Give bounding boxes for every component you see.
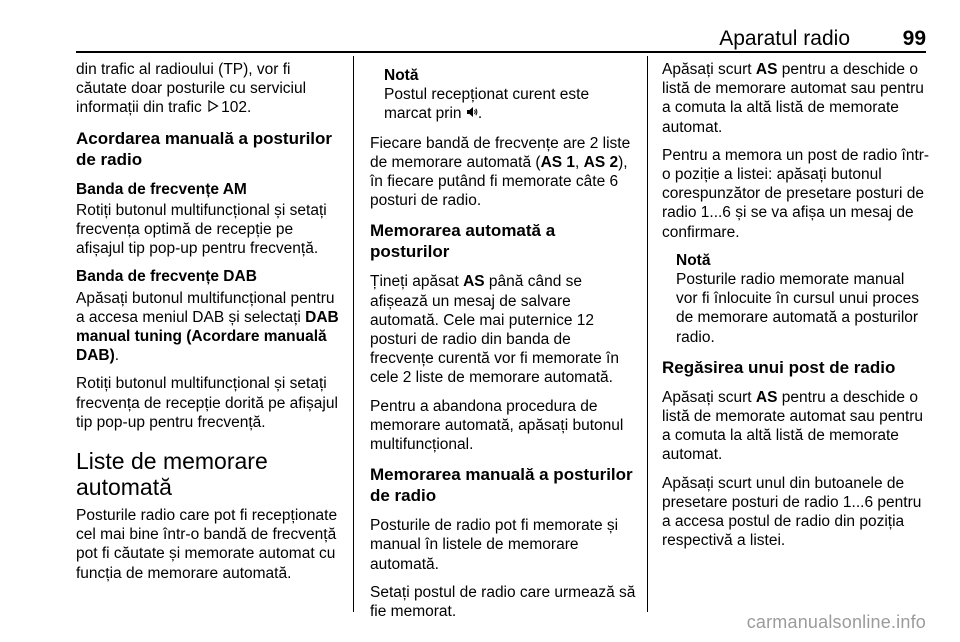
section-heading: Memorarea manuală a posturilor de radio: [370, 465, 633, 506]
header-rule: [76, 51, 926, 53]
paragraph: Rotiți butonul multifuncțional și setați frecvența optimă de recepție pe afișajul tip pop-up pentru frecvență.: [76, 201, 327, 258]
note-text: Posturile radio memorate manual vor fi înlocuite în cursul unui proces de memorare automată a posturilor radio.: [676, 271, 919, 346]
column-2: [370, 60, 636, 630]
paragraph: Pentru a memora un post de radio într-o poziție a listei: apăsați butonul corespunzător de presetare posturi de radio 1...6 și se va afișa un mesaj de confirmare.: [662, 146, 930, 241]
paragraph: Apăsați scurt AS pentru a deschide o listă de memorare automat sau pentru a comuta la altă listă de memorate automat.: [662, 61, 924, 136]
menu-option: DAB manual tuning (Acordare manuală DAB): [76, 308, 339, 365]
column-divider-2: [647, 56, 648, 612]
paragraph: Apăsați butonul multifuncțional pentru a accesa meniul DAB și selectați DAB manual tuning (Acordare manuală DAB).: [76, 289, 339, 365]
section-heading: Memorarea automată a posturilor: [370, 221, 556, 262]
subheading-am: Banda de frecvențe AM: [76, 180, 247, 198]
section-heading: Acordarea manuală a posturilor de radio: [76, 128, 333, 169]
column-divider-1: [353, 56, 354, 612]
paragraph: Pentru a abandona procedura de memorare automată, apăsați butonul multifuncțional.: [370, 397, 624, 454]
button-as2: AS 2: [583, 153, 619, 171]
paragraph: Rotiți butonul multifuncțional și setați frecvența de recepție dorită pe afișajul tip pop-up pentru frecvență.: [76, 375, 338, 431]
page-reference-arrow-icon: [208, 98, 219, 117]
note-title: Notă: [676, 251, 711, 269]
page-reference: 102.: [221, 99, 252, 117]
button-as: AS: [463, 273, 485, 291]
column-3: [662, 60, 930, 559]
button-as: AS: [755, 388, 778, 406]
page-title: Aparatul radio: [719, 27, 850, 50]
subheading-dab: Banda de frecvențe DAB: [76, 268, 257, 286]
paragraph: Posturile de radio pot fi memorate și manual în listele de memorare automată.: [370, 517, 619, 573]
paragraph: Apăsați scurt unul din butoanele de presetare posturi de radio 1...6 pentru a accesa postul de radio din poziția respectivă a listei.: [662, 474, 922, 550]
page-number: 99: [902, 27, 926, 50]
page-header: [0, 0, 960, 56]
paragraph: Posturile radio care pot fi recepționate cel mai bine într-o bandă de frecvență pot fi căutate și memorate automat cu funcția de memorare automată.: [76, 507, 338, 582]
note-box: [384, 66, 636, 124]
note-text: Postul recepționat curent este marcat prin .: [384, 86, 590, 123]
section-heading: Regăsirea unui post de radio: [662, 357, 896, 377]
note-box: [676, 251, 930, 347]
paragraph: Apăsați scurt AS pentru a deschide o listă de memorate automat sau pentru a comuta la altă listă de memorate automat.: [662, 388, 924, 464]
paragraph: Fiecare bandă de frecvențe are 2 liste de memorare automată (AS 1, AS 2), în fiecare putând fi memorate câte 6 posturi de radio.: [370, 134, 631, 210]
paragraph: Țineți apăsat AS până când se afișează un mesaj de salvare automată. Cele mai puternice 12 posturi de radio din banda de frecvențe curentă vor fi memorate în cele 2 liste de memorare automată.: [370, 273, 619, 387]
speaker-icon: [466, 105, 478, 122]
paragraph: din trafic al radioului (TP), vor fi căutate doar posturile cu serviciul informații din trafic 102.: [76, 61, 307, 117]
paragraph: Setați postul de radio care urmează să fie memorat.: [370, 583, 636, 621]
watermark: carmanualsonline.info: [746, 612, 926, 632]
button-as: AS: [755, 61, 778, 78]
button-as1: AS 1: [540, 153, 576, 171]
note-title: Notă: [384, 67, 419, 84]
chapter-heading: Liste de memorare automată: [76, 448, 268, 501]
column-1: [76, 60, 344, 592]
